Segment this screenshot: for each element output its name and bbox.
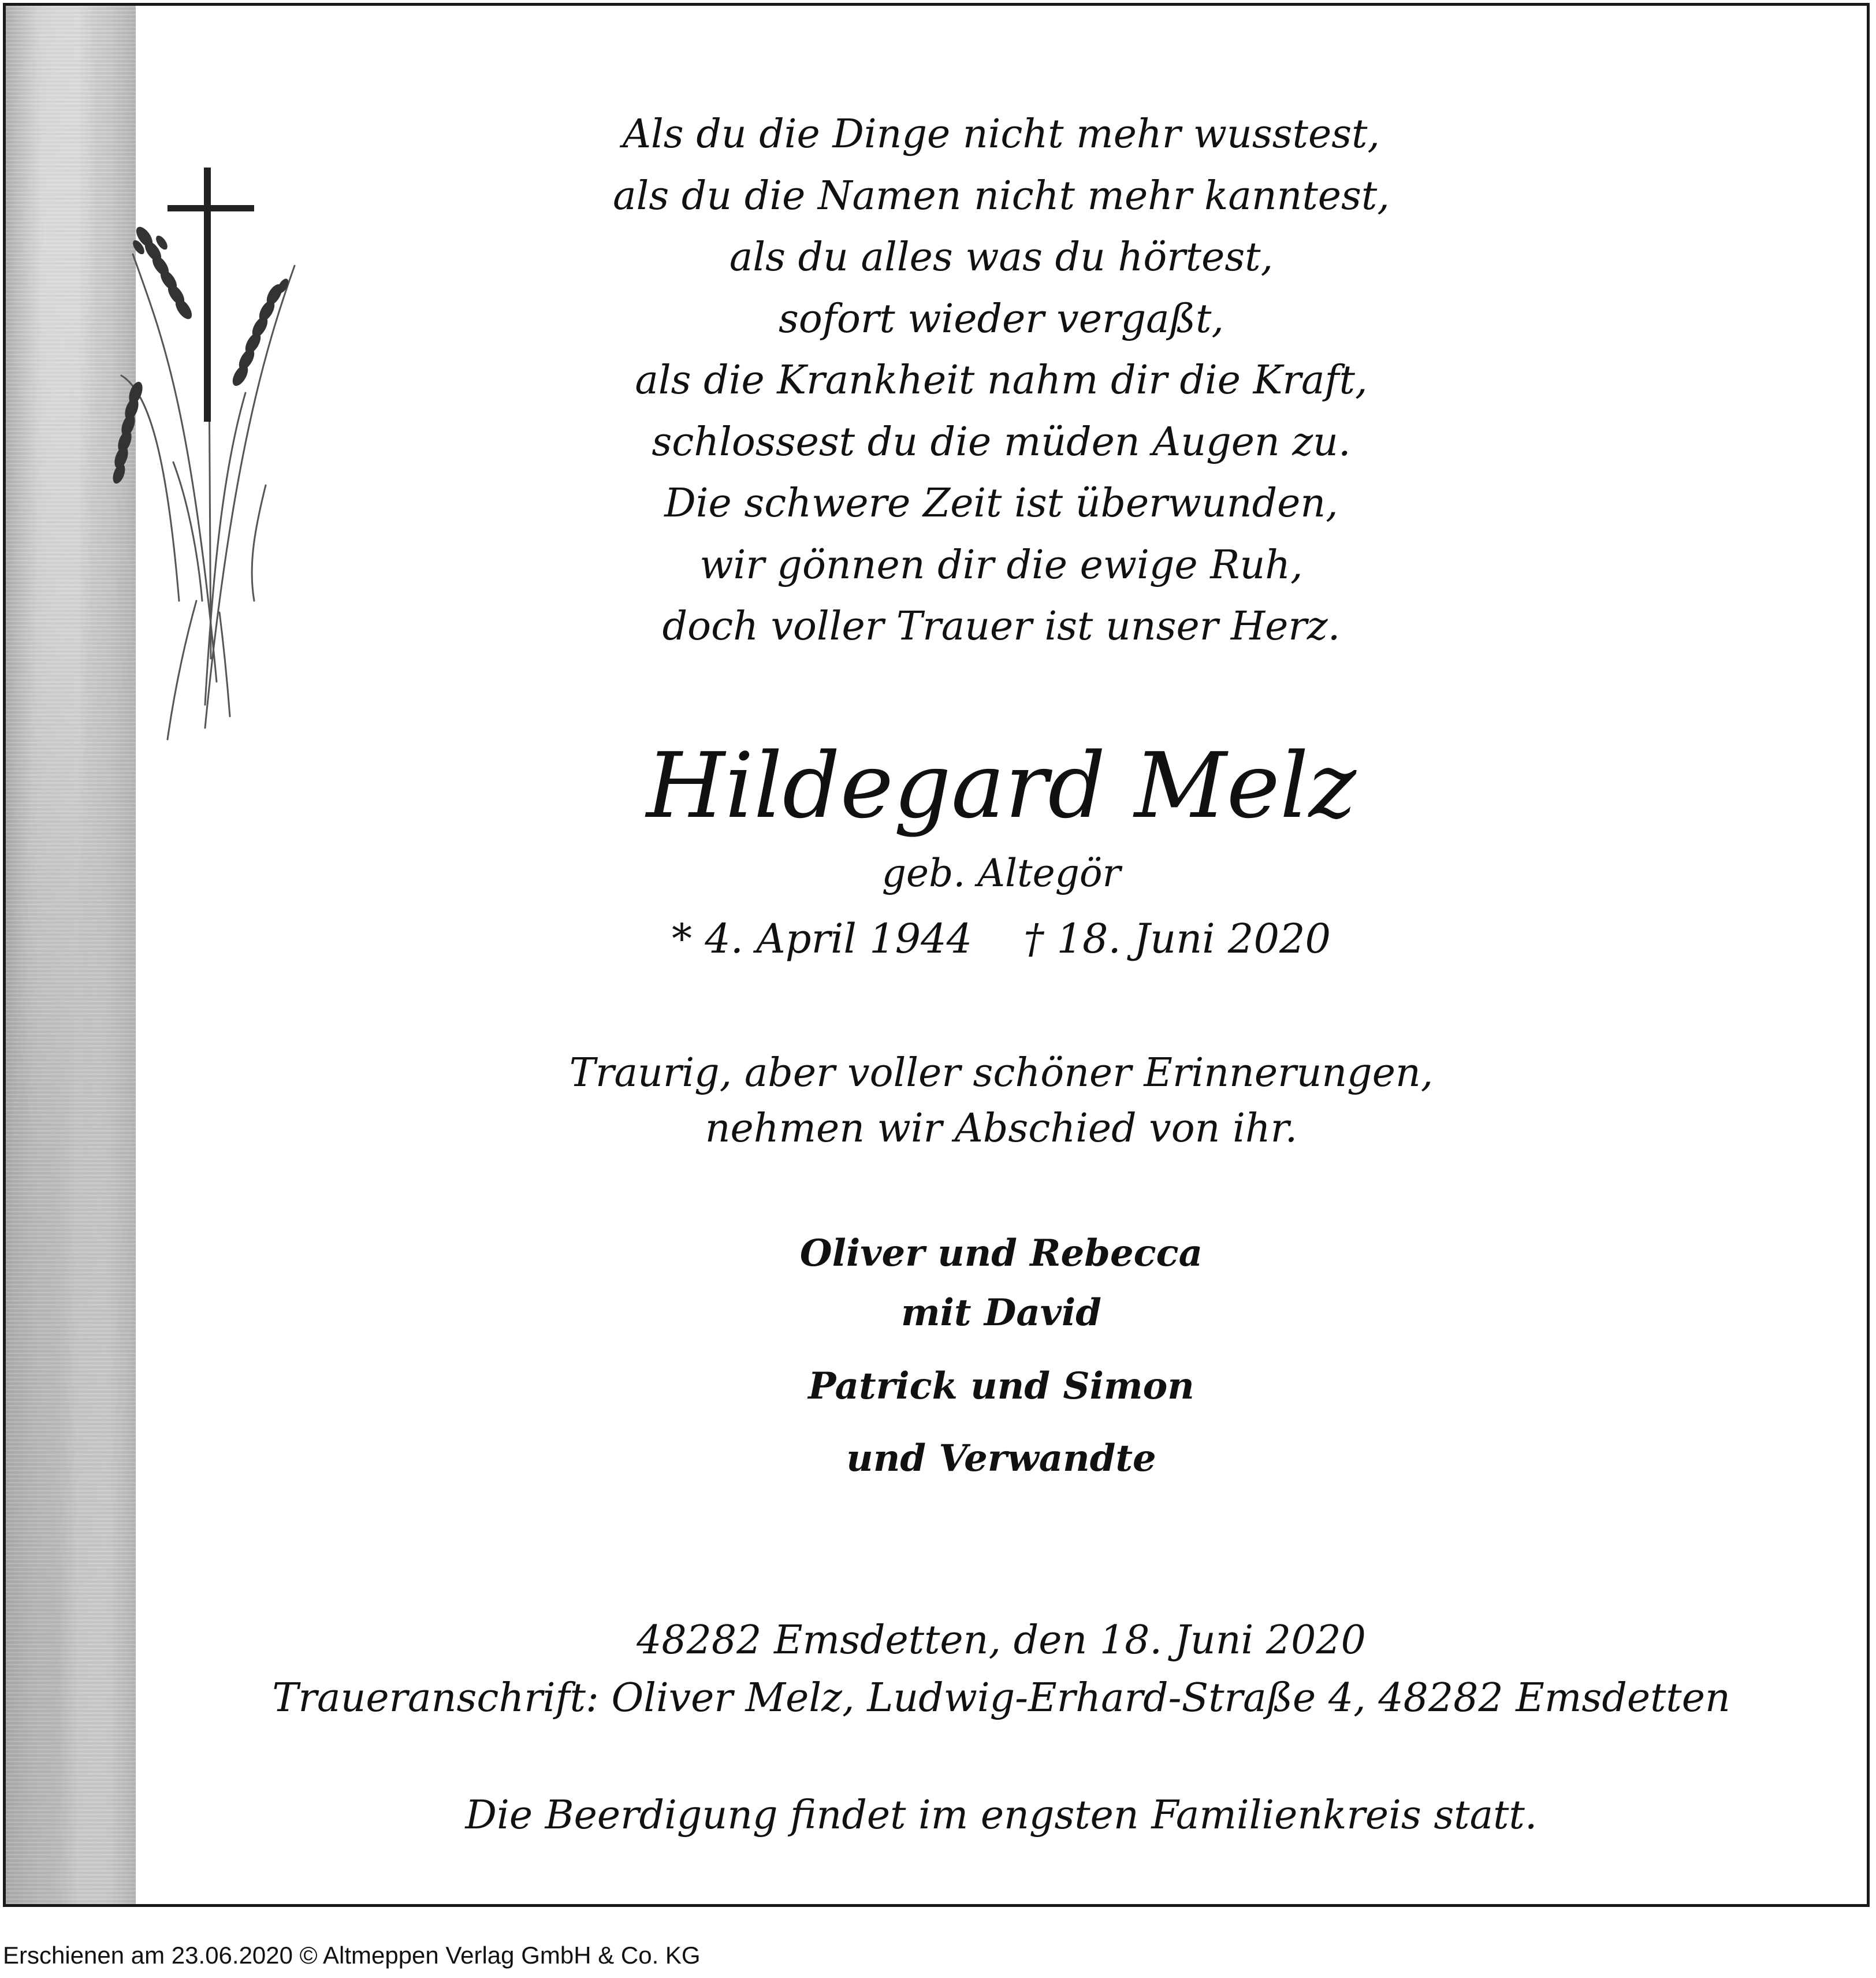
poem-line: Die schwere Zeit ist überwunden,	[664, 481, 1338, 526]
farewell-line: nehmen wir Abschied von ihr.	[705, 1106, 1298, 1151]
poem-line: Als du die Dinge nicht mehr wusstest,	[622, 111, 1380, 157]
poem-line: als du alles was du hörtest,	[729, 235, 1274, 280]
burial-note: Die Beerdigung findet im engsten Familienkreis statt.	[465, 1793, 1538, 1838]
poem-line: wir gönnen dir die ewige Ruh,	[699, 542, 1303, 588]
place-and-date: 48282 Emsdetten, den 18. Juni 2020	[636, 1618, 1366, 1663]
mourning-address: Traueranschrift: Oliver Melz, Ludwig-Erhard-Straße 4, 48282 Emsdetten	[272, 1675, 1730, 1721]
mourner-line: Oliver und Rebecca	[799, 1232, 1203, 1275]
deceased-name: Hildegard Melz	[646, 733, 1357, 838]
poem-line: schlossest du die müden Augen zu.	[652, 419, 1351, 465]
birth-name: geb. Altegör	[881, 851, 1121, 895]
poem	[136, 104, 1867, 658]
mourner-line: Patrick und Simon	[808, 1364, 1194, 1408]
poem-line: sofort wieder vergaßt,	[778, 296, 1224, 342]
obituary-notice	[3, 3, 1870, 1907]
poem-line: als die Krankheit nahm dir die Kraft,	[635, 358, 1368, 403]
mourner-line: und Verwandte	[846, 1437, 1156, 1480]
mourner-line: mit David	[900, 1291, 1102, 1334]
poem-line: als du die Namen nicht mehr kanntest,	[613, 173, 1390, 219]
publication-footer: Erschienen am 23.06.2020 © Altmeppen Verlag GmbH & Co. KG	[3, 1942, 701, 1969]
farewell-text	[136, 1046, 1867, 1157]
farewell-line: Traurig, aber voller schöner Erinnerungen,	[569, 1050, 1434, 1096]
poem-line: doch voller Trauer ist unser Herz.	[662, 604, 1341, 649]
life-dates: * 4. April 1944 † 18. Juni 2020	[671, 915, 1331, 962]
